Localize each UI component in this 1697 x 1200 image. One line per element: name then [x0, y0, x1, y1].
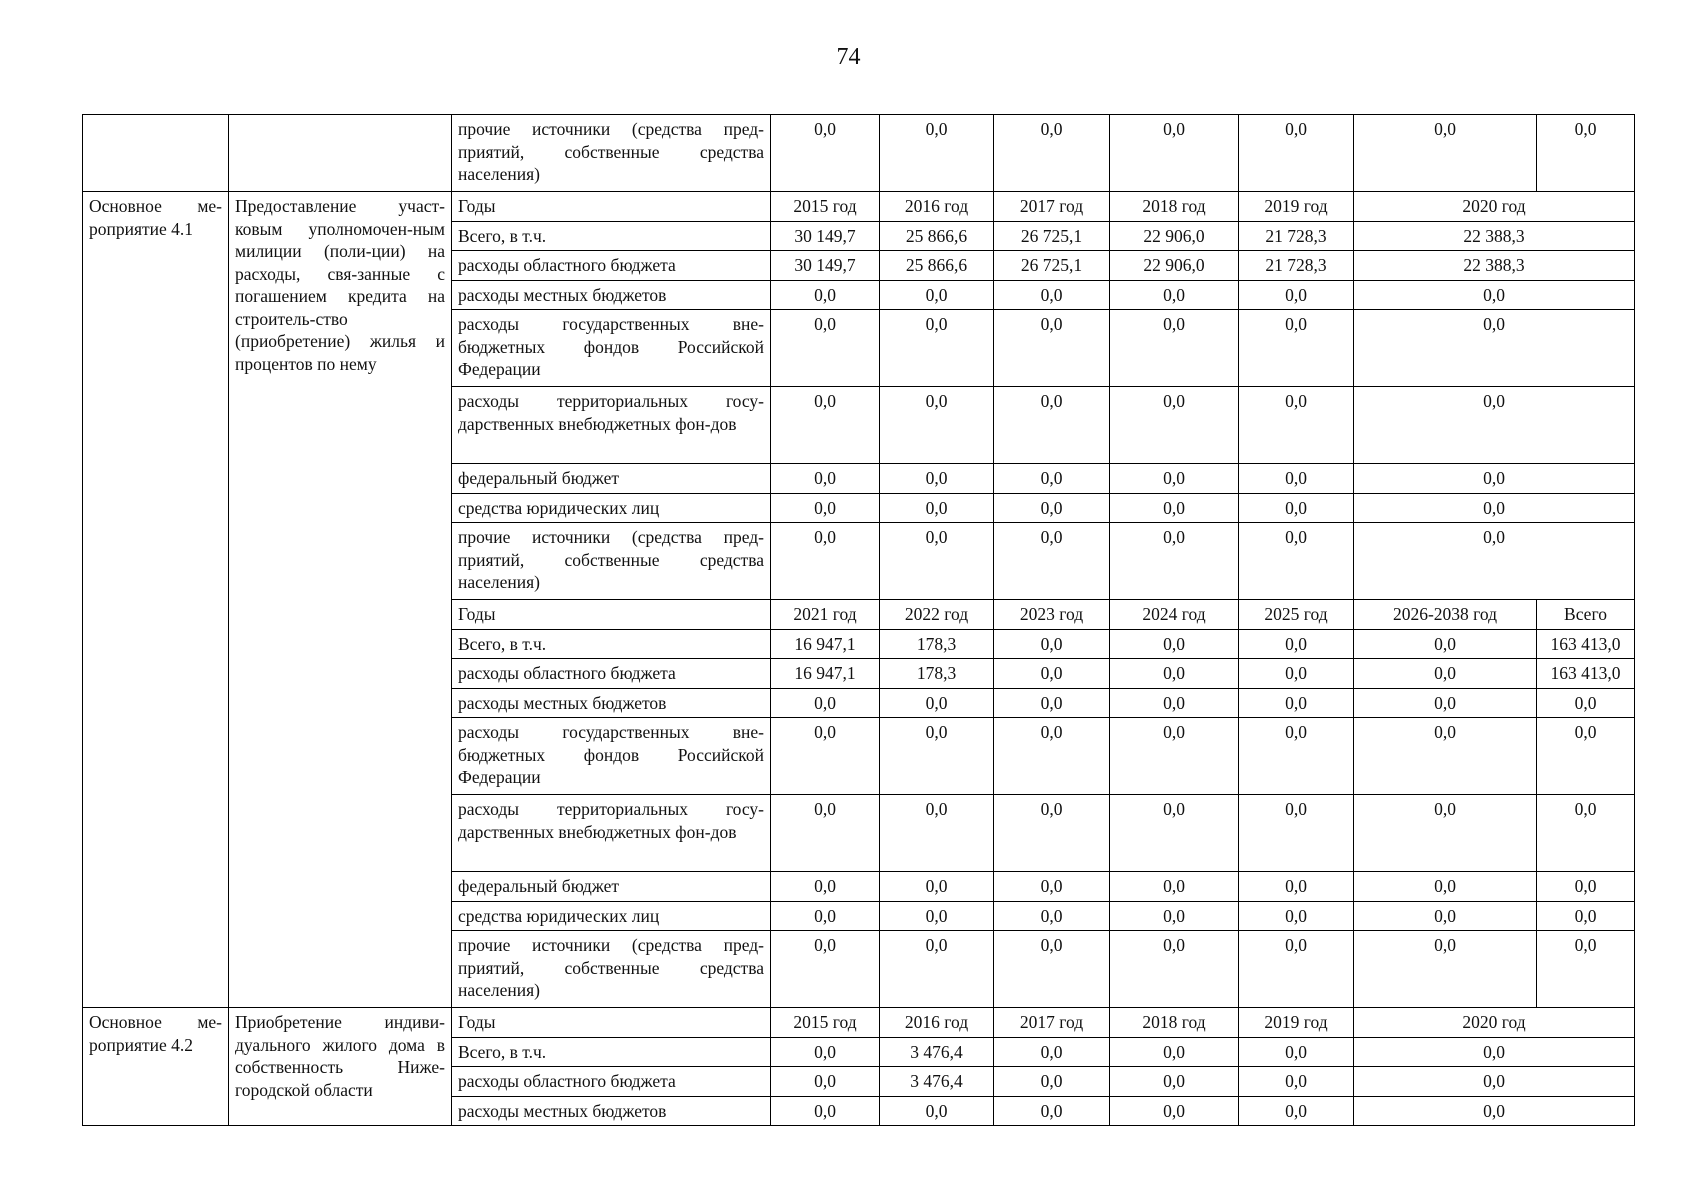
value-cell: 0,0 [771, 688, 880, 718]
row-label: расходы местных бюджетов [452, 1096, 771, 1126]
row-label: расходы местных бюджетов [452, 688, 771, 718]
value-cell: 3 476,4 [880, 1037, 994, 1067]
year-header: 2019 год [1239, 1008, 1354, 1038]
year-header: 2025 год [1239, 600, 1354, 630]
year-header: 2020 год [1354, 1008, 1635, 1038]
event-label: Основное ме-роприятие 4.1 [83, 192, 229, 1008]
value-cell: 0,0 [1239, 280, 1354, 310]
year-header: 2020 год [1354, 192, 1635, 222]
value-cell: 163 413,0 [1537, 629, 1635, 659]
value-cell: 26 725,1 [994, 221, 1110, 251]
year-header: 2015 год [771, 1008, 880, 1038]
value-cell: 26 725,1 [994, 251, 1110, 281]
value-cell: 0,0 [994, 464, 1110, 494]
value-cell: 0,0 [1537, 872, 1635, 902]
value-cell: 0,0 [1110, 523, 1239, 600]
value-cell: 0,0 [1239, 901, 1354, 931]
value-cell: 0,0 [994, 310, 1110, 387]
value-cell: 0,0 [1239, 718, 1354, 795]
value-cell: 16 947,1 [771, 659, 880, 689]
value-cell: 0,0 [1354, 659, 1537, 689]
year-header: 2026-2038 год [1354, 600, 1537, 630]
value-cell: 0,0 [1354, 115, 1537, 192]
value-cell: 0,0 [771, 718, 880, 795]
row-label: федеральный бюджет [452, 872, 771, 902]
value-cell: 0,0 [1110, 387, 1239, 464]
value-cell: 0,0 [1110, 310, 1239, 387]
value-cell: 0,0 [1110, 629, 1239, 659]
row-label: федеральный бюджет [452, 464, 771, 494]
value-cell: 0,0 [771, 310, 880, 387]
value-cell: 0,0 [1239, 493, 1354, 523]
value-cell: 0,0 [1354, 464, 1635, 494]
row-label: Всего, в т.ч. [452, 1037, 771, 1067]
row-label: расходы областного бюджета [452, 659, 771, 689]
year-header: 2017 год [994, 1008, 1110, 1038]
value-cell: 0,0 [1110, 1096, 1239, 1126]
value-cell: 0,0 [1354, 718, 1537, 795]
event-description: Предоставление участ-ковым уполномочен-ным милиции (поли-ции) на расходы, свя-занные с погашением кредита на строитель-ство (приобретение) жилья и процентов по нему [229, 192, 452, 1008]
value-cell: 0,0 [1110, 280, 1239, 310]
year-header: 2018 год [1110, 192, 1239, 222]
table-row [83, 192, 1635, 222]
event-description: Приобретение индиви-дуального жилого дома в собственность Ниже-городской области [229, 1008, 452, 1126]
value-cell: 0,0 [1537, 688, 1635, 718]
value-cell: 0,0 [994, 795, 1110, 872]
row-label: расходы территориальных госу-дарственных внебюджетных фон-дов [452, 795, 771, 872]
value-cell: 0,0 [771, 387, 880, 464]
value-cell: 0,0 [771, 115, 880, 192]
value-cell: 0,0 [880, 493, 994, 523]
budget-table [82, 114, 1635, 1126]
row-label: прочие источники (средства пред-приятий, собственные средства населения) [452, 931, 771, 1008]
value-cell: 0,0 [1239, 1096, 1354, 1126]
value-cell: 0,0 [1239, 659, 1354, 689]
value-cell: 0,0 [1110, 1067, 1239, 1097]
year-header: 2023 год [994, 600, 1110, 630]
value-cell: 0,0 [1354, 931, 1537, 1008]
value-cell: 0,0 [1239, 795, 1354, 872]
value-cell: 30 149,7 [771, 251, 880, 281]
value-cell: 16 947,1 [771, 629, 880, 659]
value-cell: 0,0 [1110, 901, 1239, 931]
value-cell: 0,0 [1354, 872, 1537, 902]
value-cell: 0,0 [1110, 872, 1239, 902]
value-cell: 0,0 [1354, 280, 1635, 310]
value-cell: 0,0 [1110, 115, 1239, 192]
value-cell: 0,0 [1239, 688, 1354, 718]
value-cell: 22 388,3 [1354, 221, 1635, 251]
value-cell: 0,0 [1537, 901, 1635, 931]
year-header: 2018 год [1110, 1008, 1239, 1038]
value-cell: 178,3 [880, 629, 994, 659]
value-cell: 0,0 [1239, 115, 1354, 192]
value-cell: 0,0 [994, 115, 1110, 192]
year-header: 2022 год [880, 600, 994, 630]
value-cell: 0,0 [1110, 659, 1239, 689]
value-cell: 0,0 [994, 387, 1110, 464]
value-cell: 0,0 [1354, 901, 1537, 931]
years-label: Годы [452, 1008, 771, 1038]
value-cell: 0,0 [1354, 1067, 1635, 1097]
value-cell: 178,3 [880, 659, 994, 689]
value-cell: 0,0 [1110, 931, 1239, 1008]
row-label: расходы местных бюджетов [452, 280, 771, 310]
value-cell: 0,0 [994, 659, 1110, 689]
table-row [83, 1008, 1635, 1038]
value-cell: 0,0 [1110, 795, 1239, 872]
value-cell: 0,0 [771, 1096, 880, 1126]
year-header: 2015 год [771, 192, 880, 222]
description-cell-empty [229, 115, 452, 192]
value-cell: 0,0 [994, 523, 1110, 600]
value-cell: 30 149,7 [771, 221, 880, 251]
year-header: 2016 год [880, 192, 994, 222]
value-cell: 0,0 [771, 931, 880, 1008]
value-cell: 0,0 [1239, 629, 1354, 659]
value-cell: 0,0 [1239, 1067, 1354, 1097]
value-cell: 0,0 [1537, 718, 1635, 795]
value-cell: 0,0 [1537, 795, 1635, 872]
value-cell: 0,0 [1110, 688, 1239, 718]
value-cell: 0,0 [1354, 688, 1537, 718]
value-cell: 0,0 [880, 718, 994, 795]
value-cell: 0,0 [771, 1067, 880, 1097]
value-cell: 0,0 [1354, 795, 1537, 872]
value-cell: 0,0 [1110, 718, 1239, 795]
value-cell: 0,0 [1239, 310, 1354, 387]
value-cell: 0,0 [880, 688, 994, 718]
value-cell: 0,0 [994, 280, 1110, 310]
row-label: Всего, в т.ч. [452, 629, 771, 659]
value-cell: 0,0 [994, 718, 1110, 795]
value-cell: 0,0 [1354, 629, 1537, 659]
value-cell: 0,0 [994, 1096, 1110, 1126]
value-cell: 0,0 [1354, 493, 1635, 523]
row-label: расходы государственных вне-бюджетных фондов Российской Федерации [452, 718, 771, 795]
year-header: 2017 год [994, 192, 1110, 222]
value-cell: 0,0 [994, 493, 1110, 523]
row-label: средства юридических лиц [452, 901, 771, 931]
value-cell: 0,0 [1239, 387, 1354, 464]
value-cell: 0,0 [994, 872, 1110, 902]
row-label: прочие источники (средства пред-приятий, собственные средства населения) [452, 115, 771, 192]
value-cell: 0,0 [771, 493, 880, 523]
value-cell: 21 728,3 [1239, 221, 1354, 251]
value-cell: 22 388,3 [1354, 251, 1635, 281]
value-cell: 0,0 [1239, 523, 1354, 600]
value-cell: 0,0 [880, 931, 994, 1008]
value-cell: 25 866,6 [880, 221, 994, 251]
value-cell: 0,0 [1239, 872, 1354, 902]
row-label: средства юридических лиц [452, 493, 771, 523]
value-cell: 0,0 [1537, 931, 1635, 1008]
value-cell: 0,0 [1354, 387, 1635, 464]
value-cell: 0,0 [1354, 310, 1635, 387]
year-header: 2024 год [1110, 600, 1239, 630]
value-cell: 0,0 [880, 310, 994, 387]
value-cell: 0,0 [880, 387, 994, 464]
value-cell: 0,0 [1239, 931, 1354, 1008]
value-cell: 0,0 [994, 901, 1110, 931]
year-header: 2016 год [880, 1008, 994, 1038]
value-cell: 0,0 [1354, 1096, 1635, 1126]
value-cell: 0,0 [994, 629, 1110, 659]
year-header: 2021 год [771, 600, 880, 630]
event-label: Основное ме-роприятие 4.2 [83, 1008, 229, 1126]
table-row [83, 115, 1635, 192]
value-cell: 0,0 [880, 872, 994, 902]
value-cell: 0,0 [880, 901, 994, 931]
value-cell: 0,0 [994, 688, 1110, 718]
event-cell-empty [83, 115, 229, 192]
value-cell: 0,0 [771, 523, 880, 600]
value-cell: 0,0 [880, 115, 994, 192]
value-cell: 0,0 [880, 280, 994, 310]
year-header: Всего [1537, 600, 1635, 630]
row-label: прочие источники (средства пред-приятий, собственные средства населения) [452, 523, 771, 600]
value-cell: 0,0 [994, 931, 1110, 1008]
value-cell: 22 906,0 [1110, 251, 1239, 281]
value-cell: 0,0 [1537, 115, 1635, 192]
row-label: расходы территориальных госу-дарственных внебюджетных фон-дов [452, 387, 771, 464]
row-label: расходы областного бюджета [452, 1067, 771, 1097]
value-cell: 22 906,0 [1110, 221, 1239, 251]
value-cell: 0,0 [1110, 1037, 1239, 1067]
value-cell: 0,0 [771, 872, 880, 902]
page-number: 74 [836, 44, 861, 70]
value-cell: 0,0 [771, 464, 880, 494]
years-label: Годы [452, 192, 771, 222]
value-cell: 163 413,0 [1537, 659, 1635, 689]
value-cell: 0,0 [1354, 1037, 1635, 1067]
value-cell: 0,0 [771, 901, 880, 931]
row-label: расходы государственных вне-бюджетных фондов Российской Федерации [452, 310, 771, 387]
value-cell: 0,0 [1239, 1037, 1354, 1067]
row-label: расходы областного бюджета [452, 251, 771, 281]
value-cell: 25 866,6 [880, 251, 994, 281]
value-cell: 0,0 [771, 795, 880, 872]
value-cell: 0,0 [1239, 464, 1354, 494]
value-cell: 0,0 [880, 795, 994, 872]
value-cell: 3 476,4 [880, 1067, 994, 1097]
value-cell: 0,0 [880, 464, 994, 494]
years-label: Годы [452, 600, 771, 630]
row-label: Всего, в т.ч. [452, 221, 771, 251]
value-cell: 21 728,3 [1239, 251, 1354, 281]
value-cell: 0,0 [771, 280, 880, 310]
value-cell: 0,0 [1110, 464, 1239, 494]
value-cell: 0,0 [1354, 523, 1635, 600]
value-cell: 0,0 [994, 1067, 1110, 1097]
value-cell: 0,0 [880, 523, 994, 600]
value-cell: 0,0 [994, 1037, 1110, 1067]
value-cell: 0,0 [880, 1096, 994, 1126]
year-header: 2019 год [1239, 192, 1354, 222]
value-cell: 0,0 [1110, 493, 1239, 523]
value-cell: 0,0 [771, 1037, 880, 1067]
